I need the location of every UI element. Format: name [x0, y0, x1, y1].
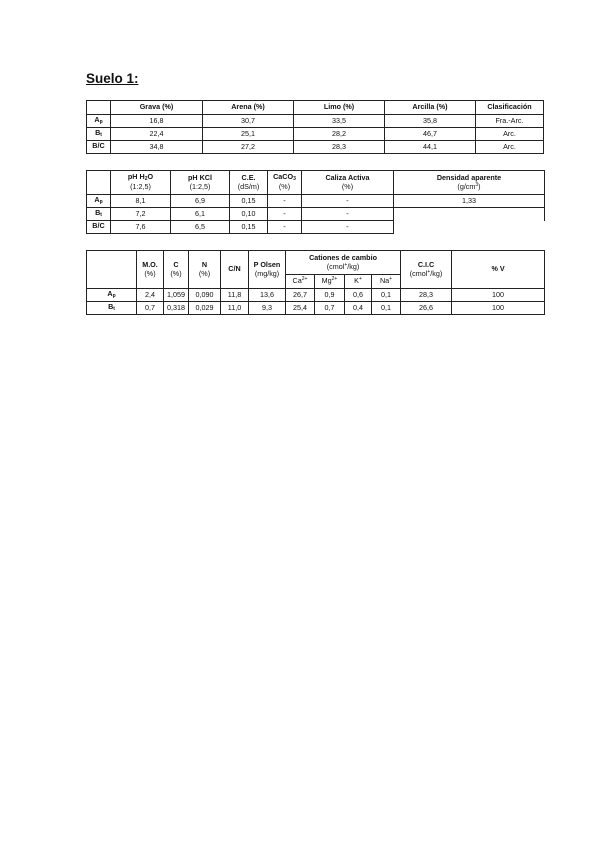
column-header: C/N — [221, 251, 249, 289]
table-cell: 34,8 — [111, 141, 203, 154]
column-header: CaCO$_3$ (%) — [268, 171, 302, 195]
table-cell: 0,10 — [230, 208, 268, 221]
column-header: pH $H_2O$ (1:2,5) — [111, 171, 171, 195]
table-cell: 0,15 — [230, 221, 268, 234]
table-cell: 100 — [452, 289, 545, 302]
table-cell: 1,059 — [164, 289, 189, 302]
table-row — [87, 195, 545, 208]
table-cell: 0,029 — [189, 302, 221, 315]
table-cell: - — [268, 208, 302, 221]
table-cell: 0,9 — [315, 289, 345, 302]
corner-cell — [87, 171, 111, 195]
column-header: Limo (%) — [294, 101, 385, 115]
table-cell: 46,7 — [385, 128, 476, 141]
table-cell: 0,090 — [189, 289, 221, 302]
table-cell: 0,1 — [372, 302, 401, 315]
column-header: C (%) — [164, 251, 189, 289]
table-cell: 11,0 — [221, 302, 249, 315]
table-cell: 28,3 — [401, 289, 452, 302]
table-row — [87, 141, 544, 154]
row-header: $B_t$ — [87, 302, 137, 315]
column-header: $Mg^{2+}$ — [315, 275, 345, 289]
table-cell: 26,7 — [286, 289, 315, 302]
table-cell: 0,15 — [230, 195, 268, 208]
table-cell: Arc. — [476, 128, 544, 141]
column-header: Densidad aparente $(g/cm^3)$ — [394, 171, 545, 195]
table-header-row — [87, 251, 545, 275]
table-cell: - — [302, 208, 394, 221]
empty-cell — [394, 221, 545, 234]
table-cell: 9,3 — [249, 302, 286, 315]
corner-cell — [87, 101, 111, 115]
table-cell: 28,3 — [294, 141, 385, 154]
table-cell: 2,4 — [137, 289, 164, 302]
table-cell: 0,6 — [345, 289, 372, 302]
table-header-row — [87, 171, 545, 195]
column-header: Clasificación — [476, 101, 544, 115]
table-cell: 13,6 — [249, 289, 286, 302]
column-header: C.I.C (cmol+/kg) — [401, 251, 452, 289]
table-cell: 25,1 — [203, 128, 294, 141]
table-cell: 0,7 — [137, 302, 164, 315]
column-header: % V — [452, 251, 545, 289]
granulometry-table — [86, 100, 544, 154]
table-cell: 0,1 — [372, 289, 401, 302]
table-cell: 11,8 — [221, 289, 249, 302]
column-header: Grava (%) — [111, 101, 203, 115]
table-cell: 6,1 — [171, 208, 230, 221]
table-cell: 22,4 — [111, 128, 203, 141]
table-cell: - — [302, 221, 394, 234]
row-header: B/C — [87, 221, 111, 234]
table-row — [87, 115, 544, 128]
table-cell: 0,4 — [345, 302, 372, 315]
table-cell: 100 — [452, 302, 545, 315]
column-header: pH KCl (1:2,5) — [171, 171, 230, 195]
row-header: B/C — [87, 141, 111, 154]
fertility-table — [86, 250, 545, 315]
table-cell: Arc. — [476, 141, 544, 154]
chemistry-table — [86, 170, 545, 234]
table-row — [87, 208, 545, 221]
row-header: $A_p$ — [87, 195, 111, 208]
column-header: Caliza Activa (%) — [302, 171, 394, 195]
table-cell: 25,4 — [286, 302, 315, 315]
table-header-row — [87, 101, 544, 115]
table-cell: 30,7 — [203, 115, 294, 128]
row-header: $B_t$ — [87, 128, 111, 141]
table-cell: 0,318 — [164, 302, 189, 315]
page-title: Suelo 1: — [86, 71, 139, 86]
table-cell: 26,6 — [401, 302, 452, 315]
table-cell: 7,2 — [111, 208, 171, 221]
table-row — [87, 221, 545, 234]
table-cell: 8,1 — [111, 195, 171, 208]
column-header: P Olsen (mg/kg) — [249, 251, 286, 289]
table-row — [87, 302, 545, 315]
table-cell: 0,7 — [315, 302, 345, 315]
empty-cell — [394, 208, 545, 221]
table-cell: 16,8 — [111, 115, 203, 128]
table-cell: Fra.-Arc. — [476, 115, 544, 128]
table-cell: 7,6 — [111, 221, 171, 234]
table-cell: 28,2 — [294, 128, 385, 141]
row-header: $B_t$ — [87, 208, 111, 221]
table-cell: 27,2 — [203, 141, 294, 154]
table-cell: 1,33 — [394, 195, 545, 208]
table-row — [87, 289, 545, 302]
table-cell: 44,1 — [385, 141, 476, 154]
column-header: Cationes de cambio (cmol+/kg) — [286, 251, 401, 275]
table-cell: 6,9 — [171, 195, 230, 208]
corner-cell — [87, 251, 137, 289]
column-header: N (%) — [189, 251, 221, 289]
column-header: Arena (%) — [203, 101, 294, 115]
column-header: M.O. (%) — [137, 251, 164, 289]
table-cell: 33,5 — [294, 115, 385, 128]
column-header: Na+ — [372, 275, 401, 289]
column-header: C.E. (dS/m) — [230, 171, 268, 195]
table-cell: - — [268, 195, 302, 208]
row-header: $A_p$ — [87, 289, 137, 302]
column-header: $Ca^{2+}$ — [286, 275, 315, 289]
column-header: Arcilla (%) — [385, 101, 476, 115]
table-row — [87, 128, 544, 141]
column-header: K+ — [345, 275, 372, 289]
table-cell: - — [302, 195, 394, 208]
table-cell: - — [268, 221, 302, 234]
table-cell: 35,8 — [385, 115, 476, 128]
table-cell: 6,5 — [171, 221, 230, 234]
row-header: $A_p$ — [87, 115, 111, 128]
